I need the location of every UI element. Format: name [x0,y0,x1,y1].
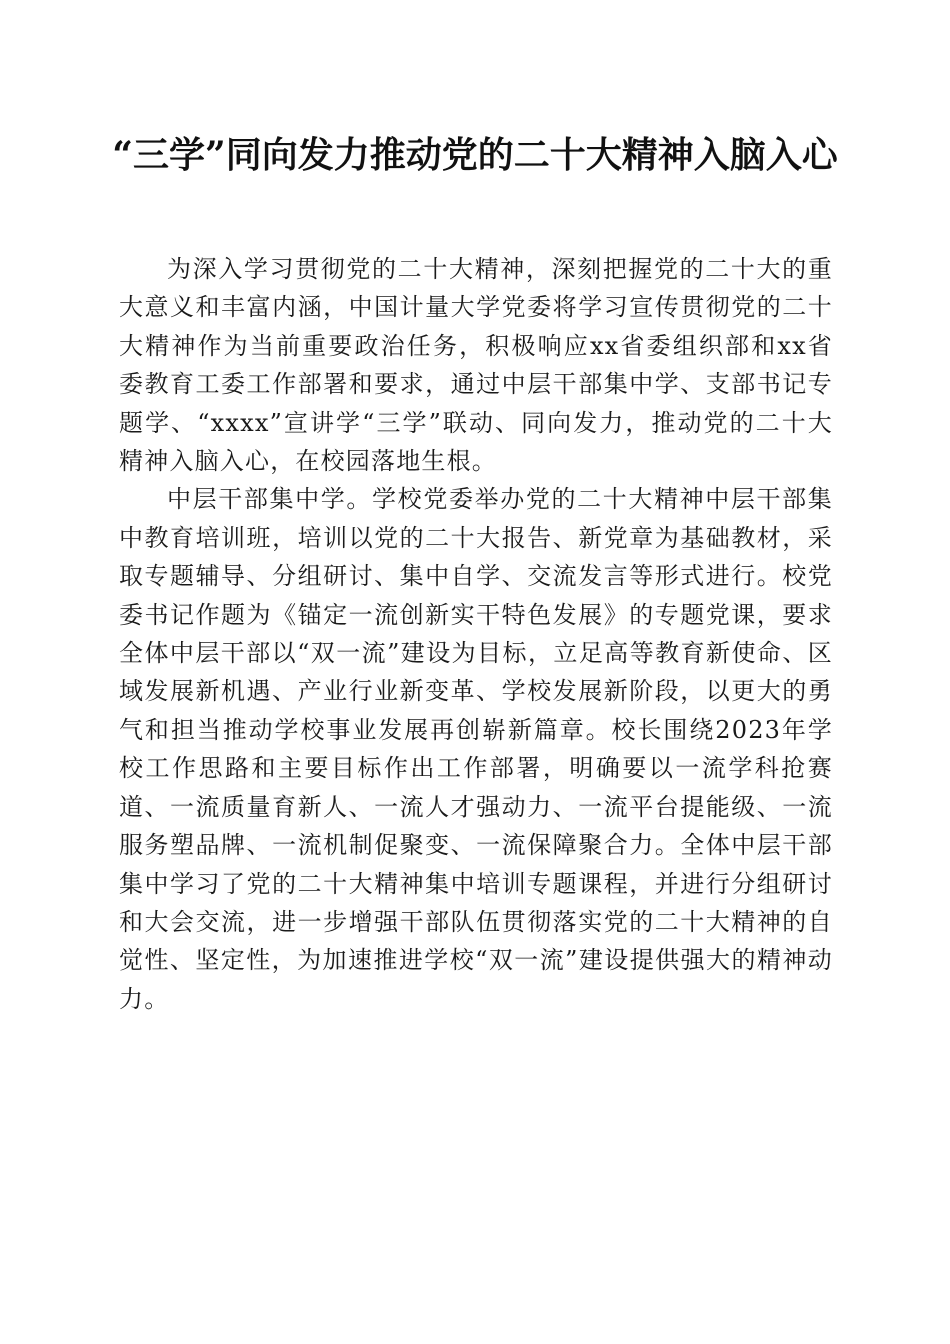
document-body [119,250,833,1018]
paragraph-cadre-study: 中层干部集中学。学校党委举办党的二十大精神中层干部集中教育培训班，培训以党的二十大报告、新党章为基础教材，采取专题辅导、分组研讨、集中自学、交流发言等形式进行。校党委书记作题为《锚定一流创新实干特色发展》的专题党课，要求全体中层干部以“双一流”建设为目标，立足高等教育新使命、区域发展新机遇、产业行业新变革、学校发展新阶段，以更大的勇气和担当推动学校事业发展再创崭新篇章。校长围绕2023年学校工作思路和主要目标作出工作部署，明确要以一流学科抢赛道、一流质量育新人、一流人才强动力、一流平台提能级、一流服务塑品牌、一流机制促聚变、一流保障聚合力。全体中层干部集中学习了党的二十大精神集中培训专题课程，并进行分组研讨和大会交流，进一步增强干部队伍贯彻落实党的二十大精神的自觉性、坚定性，为加速推进学校“双一流”建设提供强大的精神动力。 [119,485,833,1013]
document-title: “三学”同向发力推动党的二十大精神入脑入心 [112,134,838,176]
paragraph-intro: 为深入学习贯彻党的二十大精神，深刻把握党的二十大的重大意义和丰富内涵，中国计量大学党委将学习宣传贯彻党的二十大精神作为当前重要政治任务，积极响应xx省委组织部和xx省委教育工委工作部署和要求，通过中层干部集中学、支部书记专题学、“xxxx”宣讲学“三学”联动、同向发力，推动党的二十大精神入脑入心，在校园落地生根。 [119,255,833,476]
